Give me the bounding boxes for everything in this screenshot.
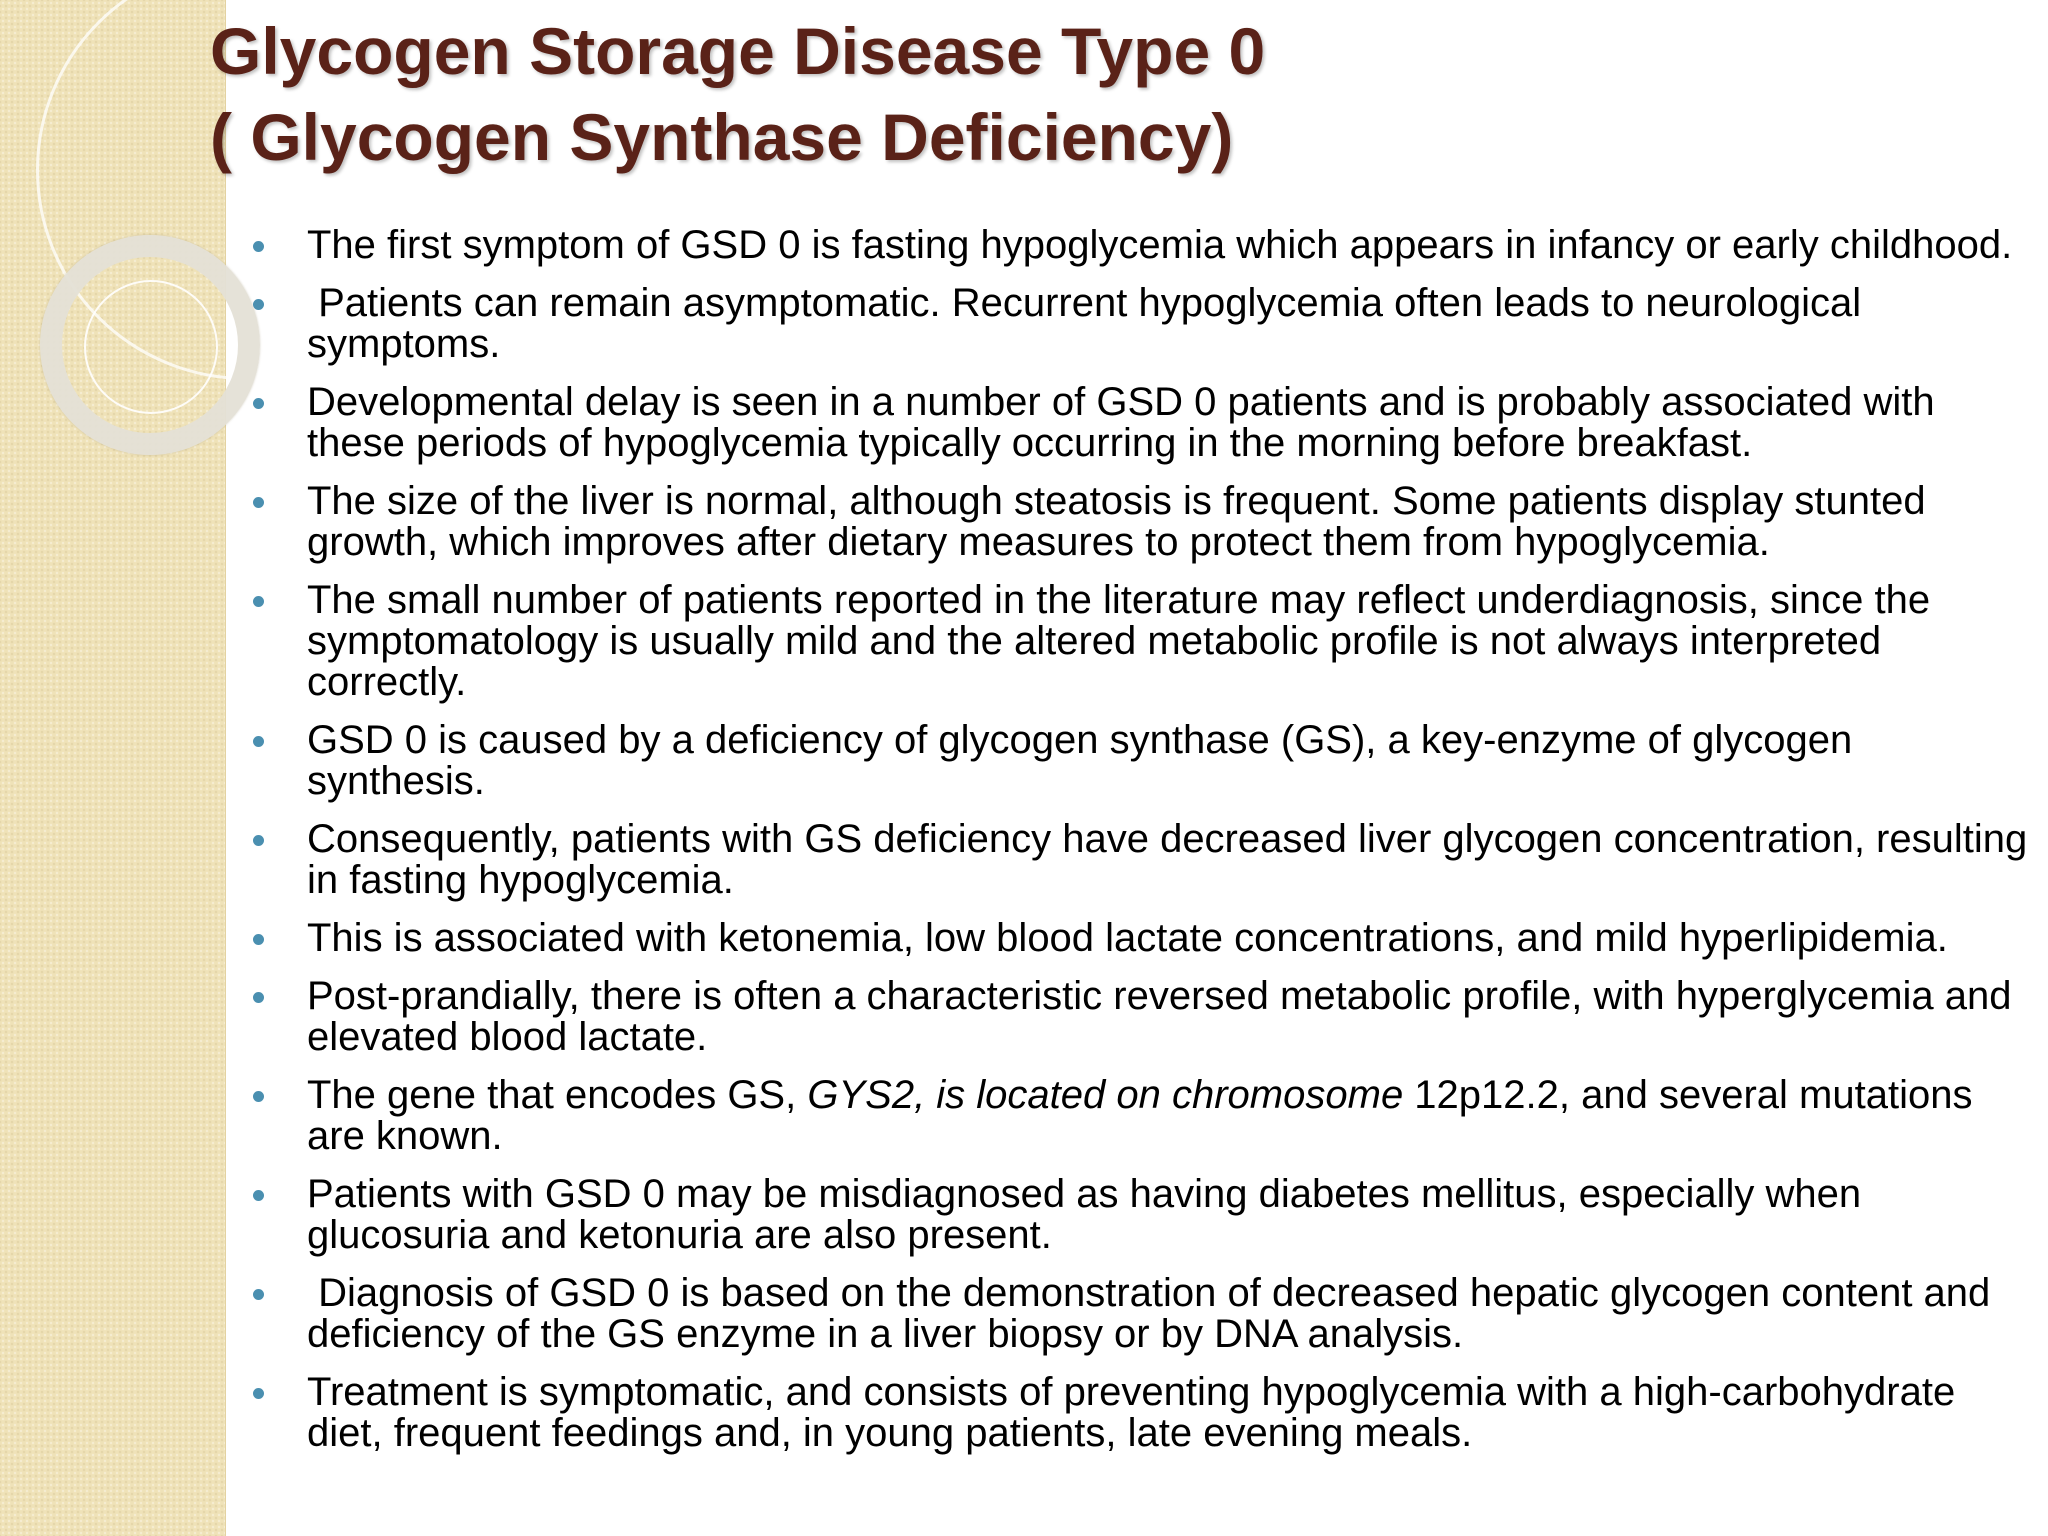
bullet-text: Post-prandially, there is often a characteristic reversed metabolic profile, with hyperglycemia and elevated blood lactate. (307, 974, 2012, 1059)
list-item (245, 225, 2035, 266)
list-item (245, 918, 2035, 959)
list-item (245, 1273, 2035, 1355)
round-bullet-icon (253, 835, 264, 846)
list-item (245, 283, 2035, 365)
bullet-text: Patients with GSD 0 may be misdiagnosed as having diabetes mellitus, especially when glucosuria and ketonuria are also present. (307, 1172, 1862, 1257)
round-bullet-icon (253, 596, 264, 607)
bullet-text: Developmental delay is seen in a number of GSD 0 patients and is probably associated with these periods of hypoglycemia typically occurring in the morning before breakfast. (307, 380, 1935, 465)
list-item (245, 1372, 2035, 1454)
bullet-list (245, 225, 2035, 1471)
bullet-text (307, 1073, 1984, 1158)
bullet-text-italic: GYS2, is located on chromosome (807, 1073, 1404, 1117)
bullet-text: This is associated with ketonemia, low blood lactate concentrations, and mild hyperlipidemia. (307, 916, 1948, 960)
bullet-text: Treatment is symptomatic, and consists of preventing hypoglycemia with a high-carbohydrate diet, frequent feedings and, in young patients, late evening meals. (307, 1370, 1956, 1455)
list-item (245, 720, 2035, 802)
bullet-text: GSD 0 is caused by a deficiency of glycogen synthase (GS), a key-enzyme of glycogen synthesis. (307, 718, 1853, 803)
round-bullet-icon (253, 934, 264, 945)
round-bullet-icon (253, 736, 264, 747)
bullet-text: The first symptom of GSD 0 is fasting hypoglycemia which appears in infancy or early childhood. (307, 223, 2013, 267)
round-bullet-icon (253, 299, 264, 310)
slide-title (210, 8, 2010, 180)
decorative-ring-inner (84, 280, 218, 414)
list-item (245, 1174, 2035, 1256)
round-bullet-icon (253, 241, 264, 252)
list-item (245, 1075, 2035, 1157)
round-bullet-icon (253, 1388, 264, 1399)
bullet-text: Patients can remain asymptomatic. Recurrent hypoglycemia often leads to neurological symptoms. (307, 281, 1873, 366)
round-bullet-icon (253, 398, 264, 409)
round-bullet-icon (253, 497, 264, 508)
round-bullet-icon (253, 992, 264, 1003)
list-item (245, 819, 2035, 901)
bullet-text: Diagnosis of GSD 0 is based on the demonstration of decreased hepatic glycogen content and deficiency of the GS enzyme in a liver biopsy or by DNA analysis. (307, 1271, 2002, 1356)
list-item (245, 976, 2035, 1058)
title-line-1: Glycogen Storage Disease Type 0 (210, 14, 1266, 88)
bullet-text: The small number of patients reported in the literature may reflect underdiagnosis, since the symptomatology is usually mild and the altered metabolic profile is not always interpreted correctly. (307, 578, 1931, 704)
round-bullet-icon (253, 1091, 264, 1102)
title-line-2: ( Glycogen Synthase Deficiency) (210, 100, 1234, 174)
bullet-text: The size of the liver is normal, although steatosis is frequent. Some patients display stunted growth, which improves after dietary measures to protect them from hypoglycemia. (307, 479, 1926, 564)
list-item (245, 382, 2035, 464)
list-item (245, 481, 2035, 563)
bullet-text-part: 12p12.2, and several mutations are known. (307, 1073, 1984, 1158)
list-item (245, 580, 2035, 703)
round-bullet-icon (253, 1289, 264, 1300)
bullet-text: Consequently, patients with GS deficiency have decreased liver glycogen concentration, resulting in fasting hypoglycemia. (307, 817, 2028, 902)
round-bullet-icon (253, 1190, 264, 1201)
bullet-text-part: The gene that encodes GS, (307, 1073, 808, 1117)
